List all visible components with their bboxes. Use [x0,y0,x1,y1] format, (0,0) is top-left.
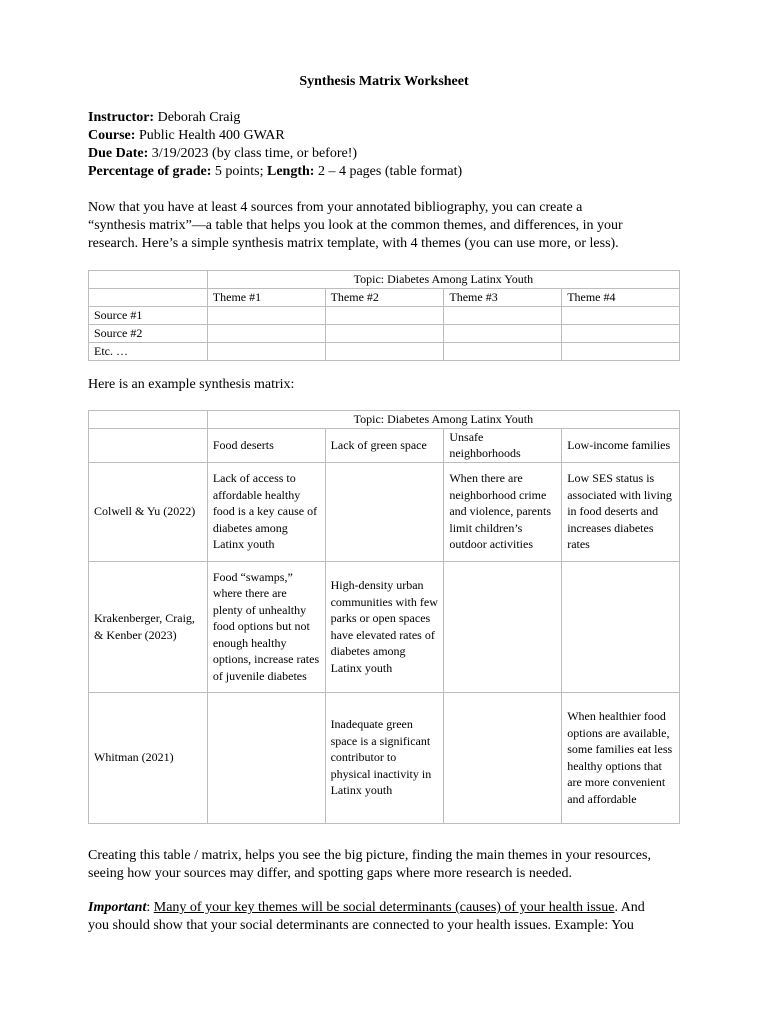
table-cell: Food “swamps,” where there are plenty of unhealthy food options but not enough healthy options, increase rates of juvenile diabetes [207,561,325,692]
table-row [89,561,680,692]
table-row [89,307,680,325]
table-cell: When there are neighborhood crime and violence, parents limit children’s outdoor activities [444,462,562,561]
due-date-line [88,145,462,163]
example-topic: Topic: Diabetes Among Latinx Youth [207,411,679,429]
intro-line: “synthesis matrix”—a table that helps you look at the common themes, and differences, in your [88,218,623,233]
table-cell [325,462,444,561]
table-cell [562,325,680,343]
example-header-row [89,428,680,462]
percentage-value: 5 points; [214,164,264,179]
page-title: Synthesis Matrix Worksheet [299,74,469,89]
table-row [89,462,680,561]
important-underlined: Many of your key themes will be social determinants (causes) of your health issue [153,900,615,915]
source-cell: Source #1 [89,307,208,325]
template-topic: Topic: Diabetes Among Latinx Youth [207,271,679,289]
course-info [88,109,462,181]
table-cell [207,325,325,343]
closing-line: seeing how your sources may differ, and spotting gaps where more research is needed. [88,866,572,881]
important-label: Important [88,900,147,915]
table-cell [207,692,325,823]
table-header-cell: Food deserts [207,428,325,462]
table-header-cell: Unsafe neighborhoods [444,428,562,462]
course-value: Public Health 400 GWAR [138,128,285,143]
table-cell [444,307,562,325]
table-cell: Lack of access to affordable healthy food is a key cause of diabetes among Latinx youth [207,462,325,561]
table-cell [562,343,680,361]
length-label: Length: [266,164,315,179]
percentage-label: Percentage of grade: [88,164,212,179]
table-header-cell: Lack of green space [325,428,444,462]
instructor-value: Deborah Craig [157,110,241,125]
intro-line: research. Here’s a simple synthesis matrix template, with 4 themes (you can use more, or less). [88,236,619,251]
table-row [89,325,680,343]
due-date-value: 3/19/2023 (by class time, or before!) [151,146,358,161]
template-header-row [89,289,680,307]
table-cell: Inadequate green space is a significant contributor to physical inactivity in Latinx youth [325,692,444,823]
table-cell: High-density urban communities with few parks or open spaces have elevated rates of diabetes among Latinx youth [325,561,444,692]
source-cell: Etc. … [89,343,208,361]
important-paragraph [88,899,688,935]
instructor-label: Instructor: [88,110,155,125]
table-header-cell [89,289,208,307]
table-cell [444,343,562,361]
due-date-label: Due Date: [88,146,149,161]
table-cell [444,325,562,343]
closing-paragraph [88,847,688,883]
table-header-cell [89,428,208,462]
course-label: Course: [88,128,136,143]
template-matrix-table [88,270,680,361]
important-line [88,899,688,917]
closing-line: Creating this table / matrix, helps you see the big picture, finding the main themes in your resources, [88,848,651,863]
table-cell [207,343,325,361]
table-cell: When healthier food options are available, some families eat less healthy options that are more convenient and affordable [562,692,680,823]
source-cell: Krakenberger, Craig, & Kenber (2023) [89,561,208,692]
table-cell [325,343,444,361]
important-line-2: you should show that your social determinants are connected to your health issues. Example: You [88,918,634,933]
intro-line: Now that you have at least 4 sources from your annotated bibliography, you can create a [88,200,583,215]
grade-length-line [88,163,462,181]
table-header-cell: Theme #2 [325,289,444,307]
course-line [88,127,462,145]
example-matrix-table [88,410,680,824]
table-header-cell: Low-income families [562,428,680,462]
source-cell: Whitman (2021) [89,692,208,823]
source-cell: Source #2 [89,325,208,343]
example-intro: Here is an example synthesis matrix: [88,377,295,392]
table-cell [207,307,325,325]
table-row [89,343,680,361]
table-cell [562,561,680,692]
table-cell [325,325,444,343]
source-cell: Colwell & Yu (2022) [89,462,208,561]
table-cell [325,307,444,325]
table-header-cell: Theme #1 [207,289,325,307]
important-rest: . And [614,900,645,915]
instructor-line [88,109,462,127]
table-cell [562,307,680,325]
important-colon: : [146,900,154,915]
intro-paragraph [88,199,688,253]
table-row [89,692,680,823]
table-cell [444,561,562,692]
table-cell [444,692,562,823]
table-header-cell: Theme #4 [562,289,680,307]
table-header-cell: Theme #3 [444,289,562,307]
table-cell: Low SES status is associated with living in food deserts and increases diabetes rates [562,462,680,561]
length-value: 2 – 4 pages (table format) [317,164,463,179]
